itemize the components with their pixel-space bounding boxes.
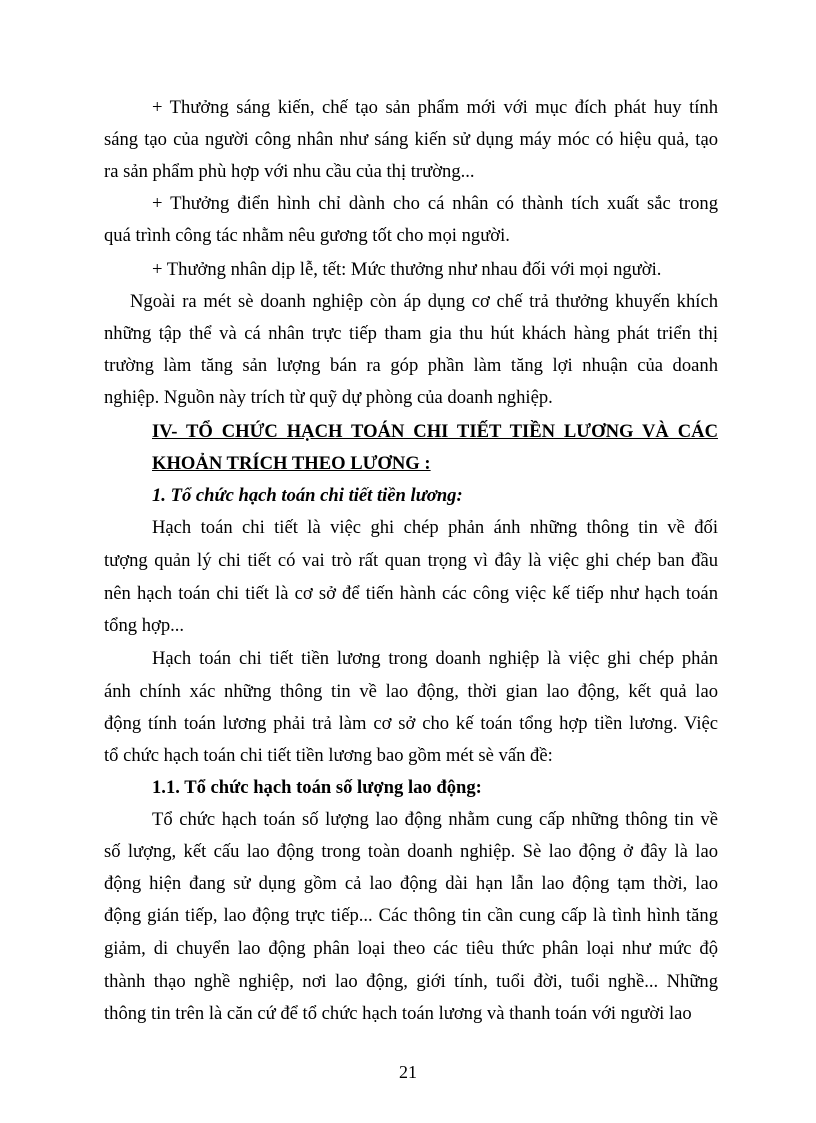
paragraph-line: thành thạo nghề nghiệp, nơi lao động, giới tính, tuổi đời, tuổi nghề... Những: [104, 971, 718, 992]
paragraph-line: + Thưởng điển hình chỉ dành cho cá nhân có thành tích xuất sắc trong: [152, 193, 718, 214]
paragraph-line: + Thưởng sáng kiến, chế tạo sản phẩm mới với mục đích phát huy tính: [152, 97, 718, 118]
paragraph-line: trường làm tăng sản lượng bán ra góp phần làm tăng lợi nhuận của doanh: [104, 355, 718, 376]
paragraph-line: nghiệp. Nguồn này trích từ quỹ dự phòng của doanh nghiệp.: [104, 387, 553, 408]
paragraph-line: ánh chính xác những thông tin về lao động, thời gian lao động, kết quả lao: [104, 681, 718, 702]
paragraph-line: nên hạch toán chi tiết là cơ sở để tiến hành các công việc kế tiếp như hạch toán: [104, 583, 718, 604]
subsection-heading: 1. Tổ chức hạch toán chi tiết tiền lương:: [152, 485, 463, 506]
paragraph-line: giảm, di chuyển lao động phân loại theo các tiêu thức phân loại như mức độ: [104, 938, 718, 959]
paragraph-line: tổ chức hạch toán chi tiết tiền lương bao gồm mét sè vấn đề:: [104, 745, 553, 766]
paragraph-line: Ngoài ra mét sè doanh nghiệp còn áp dụng cơ chế trả thưởng khuyến khích: [130, 291, 718, 312]
paragraph-line: thông tin trên là căn cứ để tổ chức hạch toán lương và thanh toán với người lao: [104, 1003, 692, 1024]
paragraph-line: ra sản phẩm phù hợp với nhu cầu của thị trường...: [104, 161, 475, 182]
subsection-heading: 1.1. Tổ chức hạch toán số lượng lao động:: [152, 777, 482, 798]
section-heading: IV- TỔ CHỨC HẠCH TOÁN CHI TIẾT TIỀN LƯƠNG VÀ CÁC: [152, 421, 718, 442]
paragraph-line: động tính toán lương phải trả làm cơ sở cho kế toán tổng hợp tiền lương. Việc: [104, 713, 718, 734]
paragraph-line: số lượng, kết cấu lao động trong toàn doanh nghiệp. Sè lao động ở đây là lao: [104, 841, 718, 862]
paragraph-line: tổng hợp...: [104, 615, 185, 636]
paragraph-line: sáng tạo của người công nhân như sáng kiến sử dụng máy móc có hiệu quả, tạo: [104, 129, 718, 150]
paragraph-line: những tập thể và cá nhân trực tiếp tham gia thu hút khách hàng phát triển thị: [104, 323, 718, 344]
paragraph-line: Hạch toán chi tiết là việc ghi chép phản ánh những thông tin về đối: [152, 517, 718, 538]
paragraph-line: Hạch toán chi tiết tiền lương trong doanh nghiệp là việc ghi chép phản: [152, 648, 718, 669]
page-number: 21: [399, 1062, 417, 1082]
paragraph-line: tượng quản lý chi tiết có vai trò rất quan trọng vì đây là việc ghi chép ban đầu: [104, 550, 718, 571]
paragraph-line: quá trình công tác nhằm nêu gương tốt cho mọi người.: [104, 225, 510, 246]
paragraph-line: động gián tiếp, lao động trực tiếp... Các thông tin cần cung cấp là tình hình tăng: [104, 905, 718, 926]
section-heading: KHOẢN TRÍCH THEO LƯƠNG :: [152, 453, 431, 474]
paragraph-line: + Thưởng nhân dịp lễ, tết: Mức thưởng như nhau đối với mọi người.: [152, 259, 662, 280]
paragraph-line: động hiện đang sử dụng gồm cả lao động dài hạn lẫn lao động tạm thời, lao: [104, 873, 718, 894]
paragraph-line: Tổ chức hạch toán số lượng lao động nhằm cung cấp những thông tin về: [152, 809, 718, 830]
